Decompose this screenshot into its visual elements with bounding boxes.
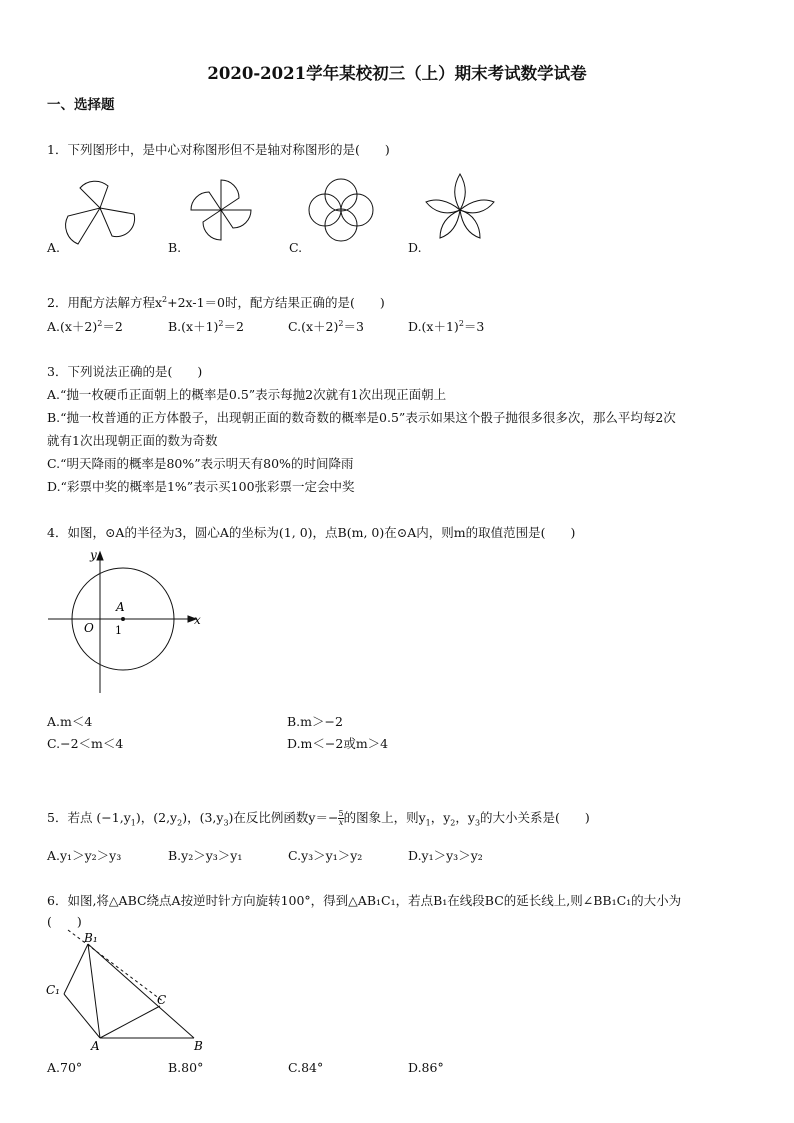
- q1-stem: 1．下列图形中，是中心对称图形但不是轴对称图形的是( ): [47, 142, 390, 157]
- q1-figure-b-windmill-icon: [183, 174, 263, 246]
- q4-option-d: D.m＜−2或m＞4: [287, 736, 389, 751]
- q1-figure-c-circles-icon: [303, 175, 379, 247]
- q6-option-a: A.70°: [47, 1060, 83, 1075]
- q6-triangle-figure: [44, 926, 214, 1054]
- q6-stem-line1: 6．如图,将△ABC绕点A按逆时针方向旋转100°，得到△AB₁C₁，若点B₁在线段BC的延长线上,则∠BB₁C₁的大小为: [47, 893, 682, 908]
- q2-option-b: $B.(x+1)^2=2$: [168, 318, 244, 334]
- q3-option-b-line1: B.“抛一枚普通的正方体骰子，出现朝正面的数奇数的概率是0.5”表示如果这个骰子抛很多很多次，那么平均每2次: [47, 410, 676, 425]
- q6-label-b1: B₁: [84, 931, 98, 945]
- q4-option-a: A.m＜4: [47, 714, 93, 729]
- q1-option-b: B.: [168, 240, 182, 255]
- q4-label-a: A: [116, 600, 125, 614]
- q6-label-a: A: [91, 1039, 100, 1053]
- q5-option-c: C.y₃＞y₁＞y₂: [288, 848, 363, 863]
- q2-stem: [47, 293, 385, 311]
- q4-label-y: y: [90, 548, 97, 562]
- q3-option-b-line2: 就有1次出现朝正面的数为奇数: [47, 433, 218, 448]
- q1-figure-a-pinwheel-icon: [60, 178, 140, 248]
- q1-option-c: C.: [289, 240, 303, 255]
- q2-stem-exponent: 2: [162, 294, 168, 304]
- q3-stem: 3．下列说法正确的是( ): [47, 364, 203, 379]
- q4-stem: 4．如图，⊙A的半径为3，圆心A的坐标为(1, 0)，点B(m, 0)在⊙A内，则m的取值范围是( ): [47, 525, 576, 540]
- q6-stem-line2: ( ): [47, 914, 82, 929]
- q1-option-a: A.: [47, 240, 61, 255]
- q2-option-c: $C.(x+2)^2=3$: [288, 318, 364, 334]
- q4-point-a: [121, 617, 125, 621]
- q6-option-c: C.84°: [288, 1060, 324, 1075]
- q5-option-b: B.y₂＞y₃＞y₁: [168, 848, 243, 863]
- q5-fraction: $\frac{5}{x}$: [338, 809, 344, 827]
- q4-label-one: 1: [115, 624, 122, 637]
- q4-option-b: B.m＞−2: [287, 714, 343, 729]
- section-heading: 一、选择题: [47, 97, 115, 113]
- q2-stem-post: +2x-1＝0时，配方结果正确的是( ): [167, 295, 385, 310]
- q3-option-d: D.“彩票中奖的概率是1%”表示买100张彩票一定会中奖: [47, 479, 355, 494]
- q5-option-a: A.y₁＞y₂＞y₃: [47, 848, 122, 863]
- q6-label-c1: C₁: [46, 983, 60, 997]
- q4-coordinate-figure: [46, 545, 206, 697]
- q6-label-b: B: [194, 1039, 203, 1053]
- q1-option-d: D.: [408, 240, 422, 255]
- q5-option-d: D.y₁＞y₃＞y₂: [408, 848, 483, 863]
- q6-option-d: D.86°: [408, 1060, 444, 1075]
- q4-option-c: C.−2＜m＜4: [47, 736, 124, 751]
- q2-stem-pre: 2．用配方法解方程x: [47, 295, 163, 310]
- q5-stem: 5．若点 $(-1,y_1)$，$(2,y_2)$，$(3,y_3)$在反比例函数y＝− $\frac{5}{x}$ 的图象上，则$y_1$，$y_2$，$y_3$的大小关系是( ): [47, 809, 590, 828]
- q4-label-o: O: [84, 621, 94, 635]
- q3-option-c: C.“明天降雨的概率是80%”表示明天有80%的时间降雨: [47, 456, 354, 471]
- q2-option-d: $D.(x+1)^2=3$: [408, 318, 485, 334]
- q3-option-a: A.“抛一枚硬币正面朝上的概率是0.5”表示每抛2次就有1次出现正面朝上: [47, 387, 447, 402]
- q2-option-a: $A.(x+2)^2=2$: [47, 318, 123, 334]
- page-title: 2020-2021学年某校初三（上）期末考试数学试卷: [207, 64, 587, 83]
- q1-figure-d-flower-icon: [424, 172, 496, 244]
- q4-label-x: x: [194, 613, 201, 627]
- q6-label-c: C: [157, 993, 167, 1007]
- q6-option-b: B.80°: [168, 1060, 204, 1075]
